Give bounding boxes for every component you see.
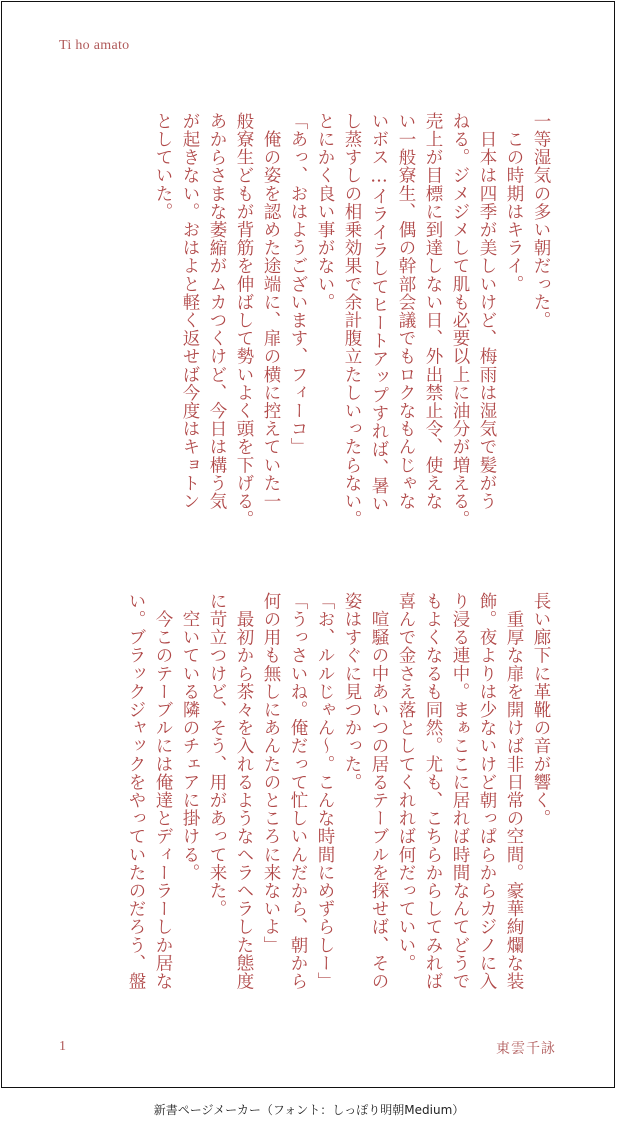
text-line: 最初から茶々を入れるようなヘラヘラした態度 — [234, 592, 254, 991]
book-title: Ti ho amato — [59, 38, 130, 53]
text-line: もよくなるも同然。尤も、こちらからしてみれば — [423, 592, 443, 991]
text-line: としていた。 — [153, 112, 173, 221]
text-line: 姿はすぐに見つかった。 — [342, 592, 362, 792]
text-line: 「お、ルルじゃん〜。こんな時間にめずらしー」 — [315, 592, 335, 991]
text-line: 「うっさいね。俺だって忙しいんだから、朝から — [288, 592, 308, 991]
text-line: い。ブラックジャックをやっていたのだろう、盤 — [126, 592, 146, 991]
text-line: 飾。夜よりは少ないけど朝っぱらからカジノに入 — [477, 592, 497, 991]
text-line: 売上が目標に到達しない日、外出禁止令、使えな — [423, 112, 443, 511]
author-name: 東雲千詠 — [496, 1041, 556, 1057]
text-line: 「あっ、おはようございます、フィーコ」 — [288, 112, 308, 456]
text-line: 何の用も無しにあんたのところに来ないよ」 — [261, 592, 281, 954]
text-line: い一般寮生、偶の幹部会議でもロクなもんじゃな — [396, 112, 416, 511]
page-frame — [1, 1, 615, 1088]
text-line: が起きない。おはよと軽く返せば今度はキョトン — [180, 112, 200, 511]
text-line: 喜んで金さえ落としてくれれば何だっていい。 — [396, 592, 416, 973]
text-line: り浸る連中。まぁここに居れば時間なんてどうで — [450, 592, 470, 991]
text-line: いボス…イライラしてヒートアップすれば、暑い — [369, 112, 389, 513]
generator-credit: 新書ページメーカー（フォント：しっぽり明朝Medium） — [153, 1103, 465, 1117]
page-number: 1 — [59, 1039, 66, 1054]
text-line: 喧騒の中あいつの居るテーブルを探せば、その — [369, 592, 389, 991]
text-line: 空いている隣のチェアに掛ける。 — [180, 592, 200, 882]
text-block-bottom — [74, 592, 554, 1012]
text-line: し蒸すしの相乗効果で余計腹立たしいったらない。 — [342, 112, 362, 529]
text-line: 俺の姿を認めた途端に、扉の横に控えていた一 — [261, 112, 281, 511]
text-block-top — [74, 112, 554, 532]
text-line: 般寮生どもが背筋を伸ばして勢いよく頭を下げる。 — [234, 112, 254, 529]
text-line: 日本は四季が美しいけど、梅雨は湿気で髪がう — [477, 112, 497, 511]
text-line: に苛立つけど、そう、用があって来た。 — [207, 592, 227, 918]
text-line: この時期はキライ。 — [504, 112, 524, 293]
text-line: 重厚な扉を開けば非日常の空間。豪華絢爛な装 — [504, 592, 524, 991]
text-line: 長い廊下に革靴の音が響く。 — [531, 592, 551, 828]
text-line: ねる。ジメジメして肌も必要以上に油分が増える。 — [450, 112, 470, 529]
text-line: あからさまな萎縮がムカつくけど、今日は構う気 — [207, 112, 227, 511]
text-line: とにかく良い事がない。 — [315, 112, 335, 312]
text-line: 一等湿気の多い朝だった。 — [531, 112, 551, 330]
text-line: 今このテーブルには俺達とディーラーしか居な — [153, 592, 173, 991]
